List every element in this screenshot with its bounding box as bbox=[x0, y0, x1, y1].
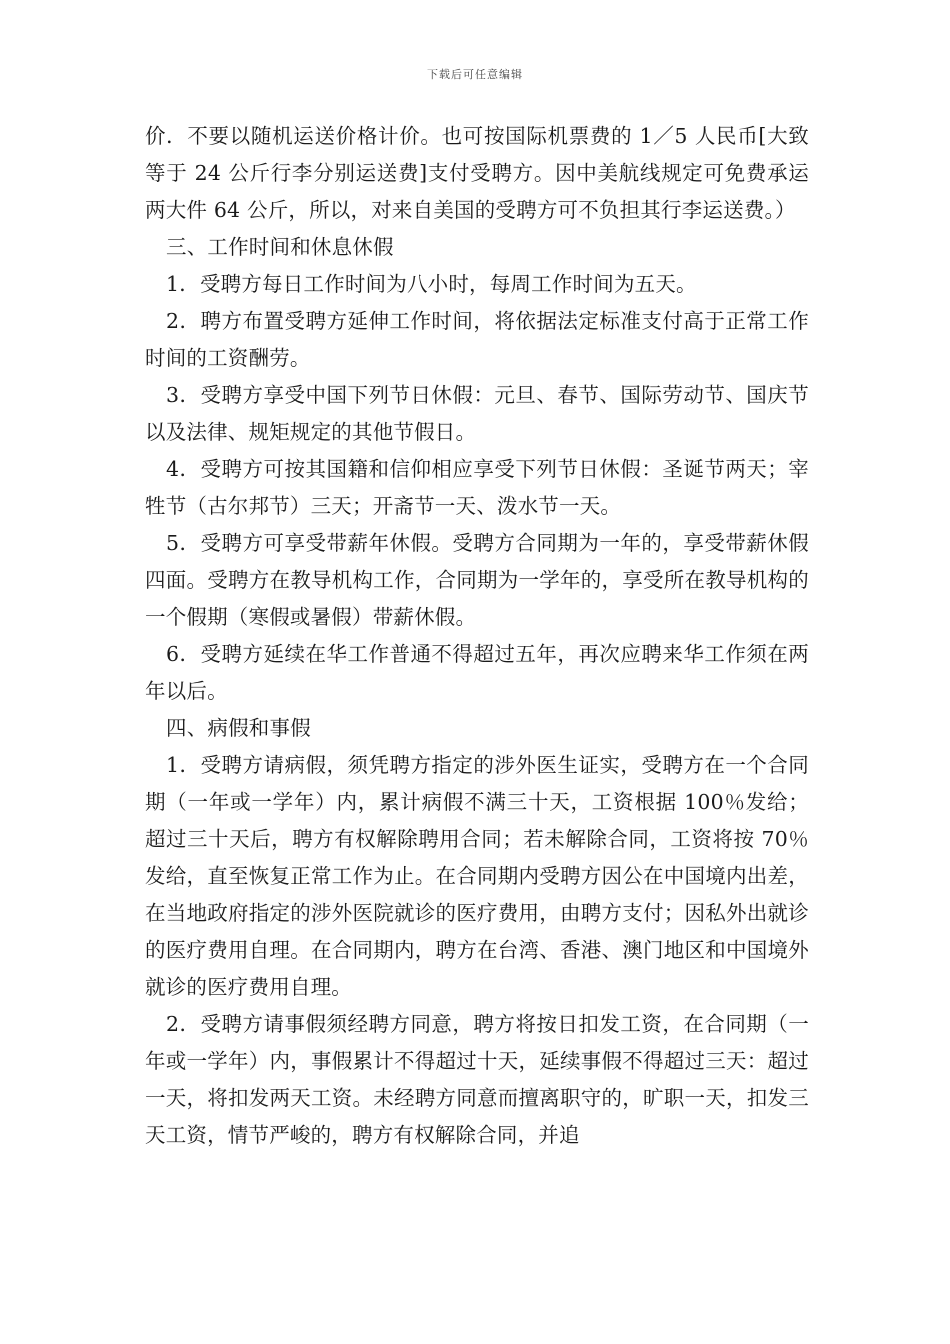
paragraph-3-4: 4．受聘方可按其国籍和信仰相应享受下列节日休假：圣诞节两天；宰牲节（古尔邦节）三天；开斋节一天、泼水节一天。 bbox=[145, 457, 809, 518]
paragraph-1: 价．不要以随机运送价格计价。也可按国际机票费的 1／5 人民币[大致等于 24 公斤行李分别运送费]支付受聘方。因中美航线规定可免费承运两大件 64 公斤，所以，对来自美国的受聘方可不负担其行李运送费。） bbox=[145, 124, 809, 222]
page-header: 下载后可任意编辑 bbox=[427, 68, 523, 81]
paragraph-3-2: 2．聘方布置受聘方延伸工作时间，将依据法定标准支付高于正常工作时间的工资酬劳。 bbox=[145, 309, 809, 370]
document-body bbox=[145, 118, 809, 1154]
paragraph-4-1: 1．受聘方请病假，须凭聘方指定的涉外医生证实，受聘方在一个合同期（一年或一学年）内，累计病假不满三十天，工资根据 100％发给；超过三十天后，聘方有权解除聘用合同；若未解除合同，工资将按 70％发给，直至恢复正常工作为止。在合同期内受聘方因公在中国境内出差，在当地政府指定的涉外医院就诊的医疗费用，由聘方支付；因私外出就诊的医疗费用自理。在合同期内，聘方在台湾、香港、澳门地区和中国境外就诊的医疗费用自理。 bbox=[145, 753, 809, 999]
section-heading-4: 四、病假和事假 bbox=[166, 716, 311, 740]
paragraph-4-2: 2．受聘方请事假须经聘方同意，聘方将按日扣发工资，在合同期（一年或一学年）内，事假累计不得超过十天，延续事假不得超过三天：超过一天，将扣发两天工资。未经聘方同意而擅离职守的，旷职一天，扣发三天工资，情节严峻的，聘方有权解除合同，并追 bbox=[145, 1012, 809, 1147]
paragraph-3-3: 3．受聘方享受中国下列节日休假：元旦、春节、国际劳动节、国庆节以及法律、规矩规定的其他节假日。 bbox=[145, 383, 809, 444]
paragraph-3-5: 5．受聘方可享受带薪年休假。受聘方合同期为一年的，享受带薪休假四面。受聘方在教导机构工作，合同期为一学年的，享受所在教导机构的一个假期（寒假或暑假）带薪休假。 bbox=[145, 531, 809, 629]
section-heading-3: 三、工作时间和休息休假 bbox=[166, 235, 394, 259]
paragraph-3-6: 6．受聘方延续在华工作普通不得超过五年，再次应聘来华工作须在两年以后。 bbox=[145, 642, 809, 703]
paragraph-3-1: 1．受聘方每日工作时间为八小时，每周工作时间为五天。 bbox=[166, 272, 697, 296]
